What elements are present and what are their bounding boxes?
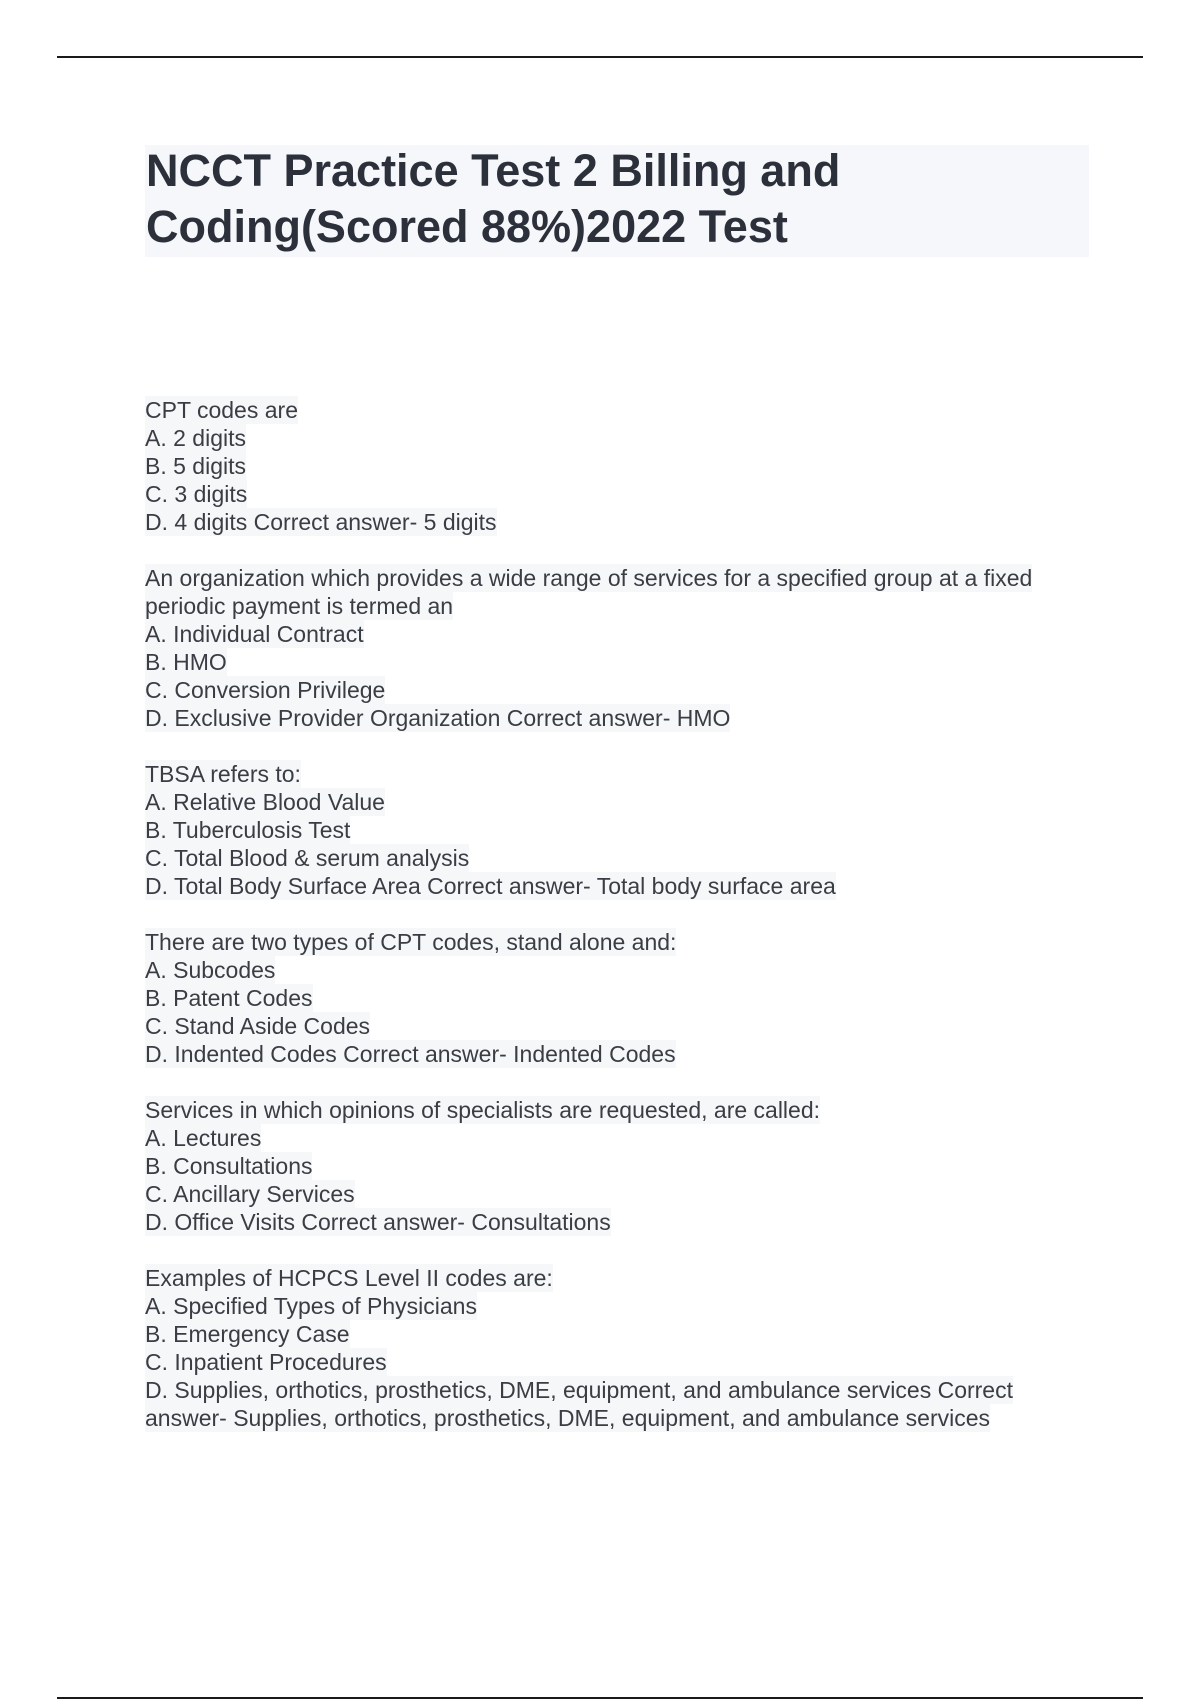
question-cpt-types: [145, 928, 1085, 1068]
option-c: C. Total Blood & serum analysis: [145, 845, 470, 871]
question-text: There are two types of CPT codes, stand alone and:: [145, 929, 677, 955]
question-text: CPT codes are: [145, 397, 298, 423]
option-d-answer: answer- Supplies, orthotics, prosthetics, DME, equipment, and ambulance services: [145, 1405, 991, 1431]
option-d-answer: D. Total Body Surface Area Correct answer- Total body surface area: [145, 873, 836, 899]
option-b: B. Consultations: [145, 1153, 313, 1179]
option-c: C. Stand Aside Codes: [145, 1013, 371, 1039]
question-cpt-codes: [145, 396, 1085, 536]
option-d-answer: D. Office Visits Correct answer- Consultations: [145, 1209, 611, 1235]
option-d-answer: D. Exclusive Provider Organization Correct answer- HMO: [145, 705, 731, 731]
option-d-answer: D. Indented Codes Correct answer- Indented Codes: [145, 1041, 676, 1067]
question-text: TBSA refers to:: [145, 761, 301, 787]
question-text: Examples of HCPCS Level II codes are:: [145, 1265, 553, 1291]
document-title: [146, 143, 1086, 255]
question-organization: [145, 564, 1085, 732]
question-specialist-services: [145, 1096, 1085, 1236]
top-divider: [57, 56, 1143, 58]
option-a: A. Individual Contract: [145, 621, 364, 647]
question-text-continued: periodic payment is termed an: [145, 593, 454, 619]
option-c: C. 3 digits: [145, 481, 248, 507]
option-a: A. Lectures: [145, 1125, 262, 1151]
option-a: A. Relative Blood Value: [145, 789, 385, 815]
bottom-divider: [57, 1697, 1143, 1699]
option-c: C. Conversion Privilege: [145, 677, 386, 703]
question-text: An organization which provides a wide range of services for a specified group at a fixed: [145, 565, 1033, 591]
option-b: B. Patent Codes: [145, 985, 313, 1011]
question-list: [145, 396, 1085, 1460]
question-hcpcs: [145, 1264, 1085, 1432]
option-a: A. Subcodes: [145, 957, 276, 983]
option-b: B. Tuberculosis Test: [145, 817, 351, 843]
option-d-answer: D. 4 digits Correct answer- 5 digits: [145, 509, 497, 535]
option-d: D. Supplies, orthotics, prosthetics, DME, equipment, and ambulance services Correct: [145, 1377, 1013, 1403]
option-c: C. Inpatient Procedures: [145, 1349, 387, 1375]
option-b: B. Emergency Case: [145, 1321, 350, 1347]
option-b: B. 5 digits: [145, 453, 246, 479]
question-tbsa: [145, 760, 1085, 900]
option-b: B. HMO: [145, 649, 227, 675]
question-text: Services in which opinions of specialists are requested, are called:: [145, 1097, 821, 1123]
option-a: A. Specified Types of Physicians: [145, 1293, 477, 1319]
option-a: A. 2 digits: [145, 425, 246, 451]
title-line-1: NCCT Practice Test 2 Billing and: [146, 145, 841, 196]
option-c: C. Ancillary Services: [145, 1181, 355, 1207]
title-line-2: Coding(Scored 88%)2022 Test: [146, 201, 788, 252]
